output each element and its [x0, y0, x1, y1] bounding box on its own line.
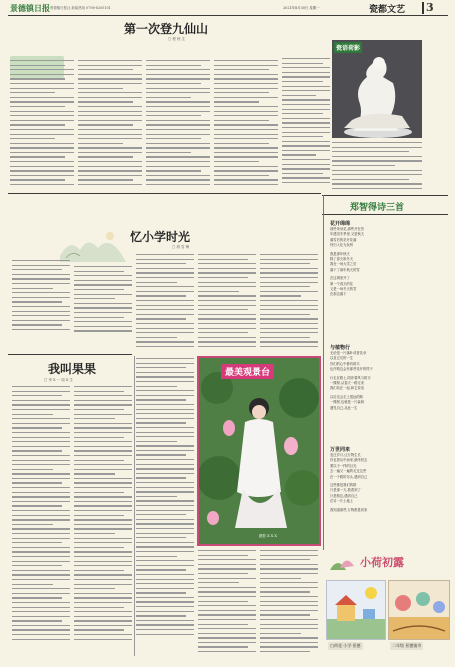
article2-top-rule: [8, 193, 321, 194]
poem2-line: 遇见自己,从此一生: [330, 405, 358, 410]
article1-col3: [146, 60, 210, 190]
poem1-line: 落下了那年秋天的雪: [330, 267, 360, 272]
poem3-line: 你也曾从中而来,最终回去: [330, 458, 368, 463]
poem3-line: 我知道那些,万物都是同来: [330, 507, 368, 512]
article1-col5: [282, 58, 330, 190]
landscape-sketch: [58, 226, 128, 264]
section-name: 瓷都文艺: [369, 5, 406, 15]
article3-col1: [12, 386, 70, 658]
article3-title: 我叫果果: [48, 362, 97, 376]
poem1-line: 我在一场大雪之后: [330, 262, 357, 267]
poem3-line: 去一遍又一遍的走过这些: [330, 469, 367, 474]
poem1-line: 第一个春天的花: [330, 281, 354, 286]
xiaohe-banner: [326, 552, 448, 574]
article3-byline: □ 李 X 一 周 X 生: [44, 378, 73, 382]
poem2-line: 行走在路上,陪伴着风与树木: [330, 375, 371, 380]
photo-caption: 摄影 X X X: [259, 534, 277, 538]
poem3: [330, 446, 445, 513]
issue-date: 2021年8月30日 星期一: [283, 6, 320, 10]
article2-col2: [74, 266, 132, 338]
article2-col4: [198, 254, 256, 354]
article2-col3: [136, 254, 194, 354]
poem3-line: 在一个路的尽头,遇到自己: [330, 474, 368, 479]
edition-info: 景德镇日报社 新闻热线 0798-8205101: [50, 6, 111, 10]
child-drawing-right: [388, 580, 450, 640]
poems-column-divider: [323, 195, 324, 550]
lotus-girl-photo-icon: [199, 358, 319, 544]
poem2-line: 以后还会走上很远的路: [330, 394, 363, 399]
column-divider: [134, 356, 135, 656]
page-number: 3: [426, 1, 434, 14]
poem2-line: 无论是一片落叶或者花朵: [330, 351, 367, 355]
poem3-line: 要以不一样的目光: [330, 463, 357, 468]
article1-byline: □ 程 秋 生: [168, 37, 186, 41]
article3-col2: [74, 386, 132, 658]
poem1-line: 我是那年秋天: [330, 251, 350, 256]
porcelain-photo: [332, 40, 422, 138]
ink-landscape-icon: [58, 226, 128, 264]
poem2-line: 一棵树,也就是一片森林: [330, 400, 365, 405]
poem3-line: 变迁岁月,让万物生长: [330, 453, 361, 457]
article2-continued-col3: [260, 550, 318, 656]
poem2-line: 你们的心中都有树木: [330, 361, 360, 366]
poems-title-rule: [322, 214, 448, 215]
article2-byline: □ 胡 雪 梅: [172, 245, 190, 249]
poem1-line: 落雪后的花开花落: [330, 237, 357, 242]
poem1: [330, 220, 445, 298]
photo-badge: 最美观景台: [221, 364, 274, 379]
drawing-caption-left: 白荷花·小学·景德: [330, 643, 361, 648]
lotus-icon: [326, 552, 360, 574]
poems-top-rule: [322, 195, 448, 196]
poem2-line: 以及它们的一生: [330, 356, 354, 361]
porcelain-figure-icon: [332, 40, 422, 138]
poem2-line: 一棵树,从春天一路走来: [330, 381, 365, 386]
drawing-caption-right: 二年级 景德镇市: [392, 643, 422, 648]
article2-col1: [12, 260, 70, 338]
lotus-photo: [197, 356, 321, 546]
drawing-scene-icon: [389, 581, 449, 639]
poem2: [330, 344, 445, 411]
poem1-line: 在那边落下: [330, 292, 347, 297]
poem1-line: 除了春天和冬天: [330, 257, 354, 262]
poem2-title: 与植物行: [330, 345, 351, 351]
article2-continued-col1: [136, 358, 194, 658]
poems-series-title: 郑智得诗三首: [350, 203, 405, 213]
article1-col1: [10, 60, 74, 190]
porcelain-badge: 瓷语荷影: [334, 42, 362, 53]
poem1-line: 年遇见冬季里,又是秋天: [330, 232, 365, 237]
poem3-line: 在另一片土地上: [330, 499, 354, 504]
poem1-line: 又是一场冬天的雪: [330, 287, 357, 292]
poem3-line: 这些都是我们的路: [330, 483, 357, 488]
article1-col2: [78, 60, 142, 190]
article2-title: 忆小学时光: [130, 230, 191, 244]
poem2-line: 我们站在一起,和它说话: [330, 386, 365, 391]
poem3-line: 只是那一天,我看到了: [330, 488, 361, 493]
article2-continued-col2: [198, 550, 256, 656]
article1-title: 第一次登九仙山: [124, 22, 209, 36]
poem1-line: 在这城里开了: [330, 276, 350, 281]
article2-col5: [260, 254, 318, 354]
child-drawing-left: [326, 580, 386, 640]
paper-name: 景德镇日报: [10, 3, 50, 13]
article1-col6: [332, 142, 422, 192]
poem3-title: 万世同来: [330, 447, 351, 453]
xiaohe-title: 小荷初露: [360, 556, 404, 569]
poem1-line: 那些朵朵花,那些开在昔: [330, 227, 365, 231]
page-number-bar: [422, 2, 424, 14]
masthead: [0, 0, 455, 18]
poem1-line: 终归入化为灰烬: [330, 243, 354, 248]
article3-top-rule: [8, 354, 132, 355]
poem1-title: 花开绵绵: [330, 221, 351, 227]
masthead-rule: [8, 15, 448, 16]
poem2-line: 也许路边会有那些花开的样子: [330, 367, 373, 372]
drawing-house-icon: [327, 581, 385, 639]
article1-col4: [214, 60, 278, 190]
poem3-line: 只是路边,遇到自己: [330, 493, 358, 498]
